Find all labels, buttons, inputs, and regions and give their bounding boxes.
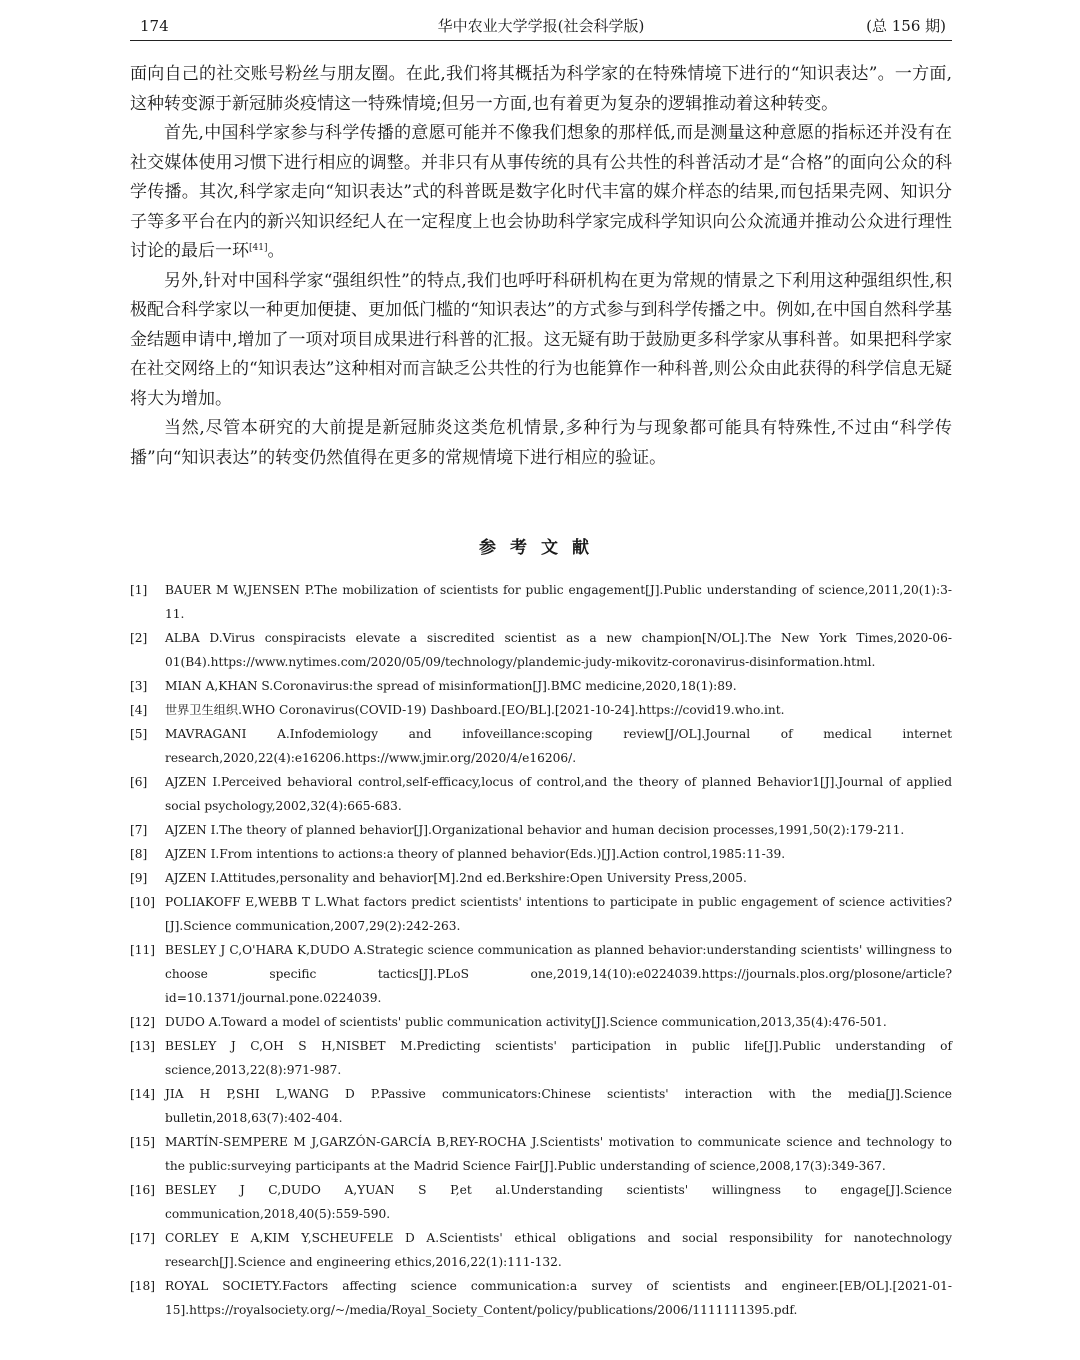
reference-item	[130, 818, 952, 842]
reference-item	[130, 866, 952, 890]
page-header	[130, 12, 952, 41]
reference-number: [8]	[130, 847, 148, 861]
reference-text: MAVRAGANI A.Infodemiology and infoveillance:scoping review[J/OL].Journal of medical internet research,2020,22(4):e16206.https://www.jmir.org/2020/4/e16206/.	[165, 727, 952, 765]
reference-text: ALBA D.Virus conspiracists elevate a siscredited scientist as a new champion[N/OL].The New York Times,2020-06-01(B4).https://www.nytimes.com/2020/05/09/technology/plandemic-judy-mikovitz-coronavirus-disinformation.html.	[165, 631, 952, 669]
page-number: 174	[140, 17, 169, 35]
reference-text: BESLEY J C,OH S H,NISBET M.Predicting scientists' participation in public life[J].Public understanding of science,2013,22(8):971-987.	[165, 1039, 952, 1077]
paragraph-text: 首先,中国科学家参与科学传播的意愿可能并不像我们想象的那样低,而是测量这种意愿的指标还并没有在社交媒体使用习惯下进行相应的调整。并非只有从事传统的具有公共性的科普活动才是“合格”的面向公众的科学传播。其次,科学家走向“知识表达”式的科普既是数字化时代丰富的媒介样态的结果,而包括果壳网、知识分子等多平台在内的新兴知识经纪人在一定程度上也会协助科学家完成科学知识向公众流通并推动公众进行理性讨论的最后一环	[130, 123, 952, 261]
reference-number: [1]	[130, 583, 148, 597]
reference-item	[130, 770, 952, 818]
reference-number: [14]	[130, 1087, 156, 1101]
reference-text: BAUER M W,JENSEN P.The mobilization of scientists for public engagement[J].Public understanding of science,2011,20(1):3-11.	[165, 583, 952, 621]
reference-number: [11]	[130, 943, 156, 957]
journal-title: 华中农业大学学报(社会科学版)	[437, 17, 645, 35]
reference-item	[130, 578, 952, 626]
reference-item	[130, 698, 952, 722]
reference-item	[130, 1010, 952, 1034]
reference-text: BESLEY J C,DUDO A,YUAN S P,et al.Understanding scientists' willingness to engage[J].Science communication,2018,40(5):559-590.	[165, 1183, 952, 1221]
reference-number: [15]	[130, 1135, 156, 1149]
reference-number: [4]	[130, 703, 148, 717]
reference-item	[130, 1082, 952, 1130]
reference-text: MIAN A,KHAN S.Coronavirus:the spread of misinformation[J].BMC medicine,2020,18(1):89.	[165, 679, 737, 693]
reference-list	[130, 578, 952, 1322]
reference-number: [18]	[130, 1279, 156, 1293]
reference-number: [9]	[130, 871, 148, 885]
reference-number: [10]	[130, 895, 156, 909]
reference-number: [13]	[130, 1039, 156, 1053]
reference-text: BESLEY J C,O'HARA K,DUDO A.Strategic science communication as planned behavior:understanding scientists' willingness to choose specific tactics[J].PLoS one,2019,14(10):e0224039.https://journals.plos.org/plosone/article? id=10.1371/journal.pone.0224039.	[165, 943, 952, 1005]
reference-text: MARTÍN-SEMPERE M J,GARZÓN-GARCÍA B,REY-ROCHA J.Scientists' motivation to communicate science and technology to the public:surveying participants at the Madrid Science Fair[J].Public understanding of science,2008,17(3):349-367.	[165, 1135, 952, 1173]
reference-text: AJZEN I.The theory of planned behavior[J].Organizational behavior and human decision processes,1991,50(2):179-211.	[165, 823, 905, 837]
reference-text: AJZEN I.From intentions to actions:a theory of planned behavior(Eds.)[J].Action control,1985:11-39.	[165, 847, 786, 861]
reference-item	[130, 1226, 952, 1274]
reference-text: AJZEN I.Attitudes,personality and behavior[M].2nd ed.Berkshire:Open University Press,2005.	[165, 871, 747, 885]
reference-number: [2]	[130, 631, 148, 645]
reference-item	[130, 842, 952, 866]
reference-item	[130, 1034, 952, 1082]
reference-number: [16]	[130, 1183, 156, 1197]
paragraph: 当然,尽管本研究的大前提是新冠肺炎这类危机情景,多种行为与现象都可能具有特殊性,不过由“科学传播”向“知识表达”的转变仍然值得在更多的常规情境下进行相应的验证。	[130, 418, 952, 468]
reference-item	[130, 890, 952, 938]
reference-text: 世界卫生组织.WHO Coronavirus(COVID-19) Dashboard.[EO/BL].[2021-10-24].https://covid19.who.int.	[165, 703, 785, 717]
reference-number: [6]	[130, 775, 148, 789]
reference-item	[130, 674, 952, 698]
reference-item	[130, 1274, 952, 1322]
reference-text: DUDO A.Toward a model of scientists' public communication activity[J].Science communication,2013,35(4):476-501.	[165, 1015, 887, 1029]
issue-number: (总 156 期)	[866, 17, 946, 35]
reference-item	[130, 938, 952, 1010]
body-text	[130, 60, 952, 473]
references-heading: 参考文献	[479, 538, 603, 558]
reference-item	[130, 722, 952, 770]
citation-marker: [41]	[249, 243, 268, 253]
reference-text: JIA H P,SHI L,WANG D P.Passive communicators:Chinese scientists' interaction with the media[J].Science bulletin,2018,63(7):402-404.	[165, 1087, 952, 1125]
reference-number: [5]	[130, 727, 148, 741]
reference-number: [17]	[130, 1231, 156, 1245]
reference-number: [12]	[130, 1015, 156, 1029]
reference-item	[130, 1130, 952, 1178]
reference-text: POLIAKOFF E,WEBB T L.What factors predict scientists' intentions to participate in public engagement of science activities?[J].Science communication,2007,29(2):242-263.	[165, 895, 952, 933]
paragraph-end: 。	[267, 241, 285, 261]
reference-text: CORLEY E A,KIM Y,SCHEUFELE D A.Scientists' ethical obligations and social responsibility for nanotechnology research[J].Science and engineering ethics,2016,22(1):111-132.	[165, 1231, 952, 1269]
paragraph: 另外,针对中国科学家“强组织性”的特点,我们也呼吁科研机构在更为常规的情景之下利用这种强组织性,积极配合科学家以一种更加便捷、更加低门槛的“知识表达”的方式参与到科学传播之中。例如,在中国自然科学基金结题申请中,增加了一项对项目成果进行科普的汇报。这无疑有助于鼓励更多科学家从事科普。如果把科学家在社交网络上的“知识表达”这种相对而言缺乏公共性的行为也能算作一种科普,则公众由此获得的科学信息无疑将大为增加。	[130, 270, 952, 409]
reference-item	[130, 626, 952, 674]
reference-number: [3]	[130, 679, 148, 693]
reference-text: ROYAL SOCIETY.Factors affecting science communication:a survey of scientists and engineer.[EB/OL].[2021-01-15].https://royalsociety.org/~/media/Royal_Society_Content/policy/publications/2006/1111111395.pdf.	[165, 1279, 952, 1317]
reference-number: [7]	[130, 823, 148, 837]
paragraph	[130, 119, 952, 267]
reference-text: AJZEN I.Perceived behavioral control,self-efficacy,locus of control,and the theory of planned Behavior1[J].Journal of applied social psychology,2002,32(4):665-683.	[165, 775, 952, 813]
reference-item	[130, 1178, 952, 1226]
paragraph: 面向自己的社交账号粉丝与朋友圈。在此,我们将其概括为科学家的在特殊情境下进行的“知识表达”。一方面,这种转变源于新冠肺炎疫情这一特殊情境;但另一方面,也有着更为复杂的逻辑推动着这种转变。	[130, 64, 952, 114]
